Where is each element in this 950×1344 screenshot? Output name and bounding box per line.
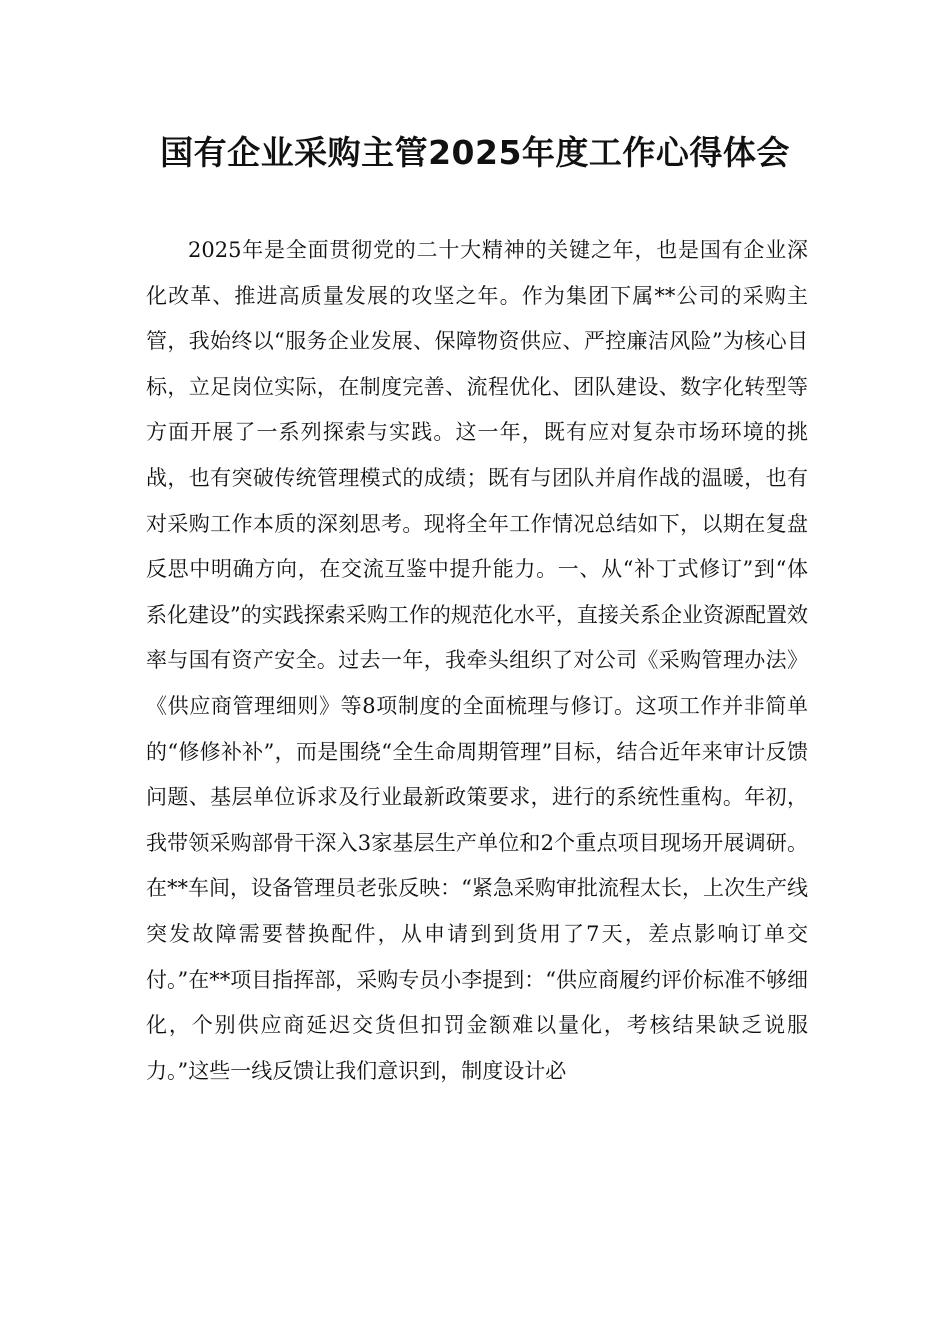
document-title: 国有企业采购主管2025年度工作心得体会 xyxy=(160,133,790,172)
body-paragraph: 2025年是全面贯彻党的二十大精神的关键之年，也是国有企业深化改革、推进高质量发展的攻坚之年。作为集团下属**公司的采购主管，我始终以“服务企业发展、保障物资供应、严控廉洁风险”为核心目标，立足岗位实际，在制度完善、流程优化、团队建设、数字化转型等方面开展了一系列探索与实践。这一年，既有应对复杂市场环境的挑战，也有突破传统管理模式的成绩；既有与团队并肩作战的温暖，也有对采购工作本质的深刻思考。现将全年工作情况总结如下，以期在复盘反思中明确方向，在交流互鉴中提升能力。一、从“补丁式修订”到“体系化建设”的实践探索采购工作的规范化水平，直接关系企业资源配置效率与国有资产安全。过去一年，我牵头组织了对公司《采购管理办法》《供应商管理细则》等8项制度的全面梳理与修订。这项工作并非简单的“修修补补”，而是围绕“全生命周期管理”目标，结合近年来审计反馈问题、基层单位诉求及行业最新政策要求，进行的系统性重构。年初，我带领采购部骨干深入3家基层生产单位和2个重点项目现场开展调研。在**车间，设备管理员老张反映：“紧急采购审批流程太长，上次生产线突发故障需要替换配件，从申请到到货用了7天，差点影响订单交付。”在**项目指挥部，采购专员小李提到：“供应商履约评价标准不够细化，个别供应商延迟交货但扣罚金额难以量化，考核结果缺乏说服力。”这些一线反馈让我们意识到，制度设计必 xyxy=(146,238,808,1083)
